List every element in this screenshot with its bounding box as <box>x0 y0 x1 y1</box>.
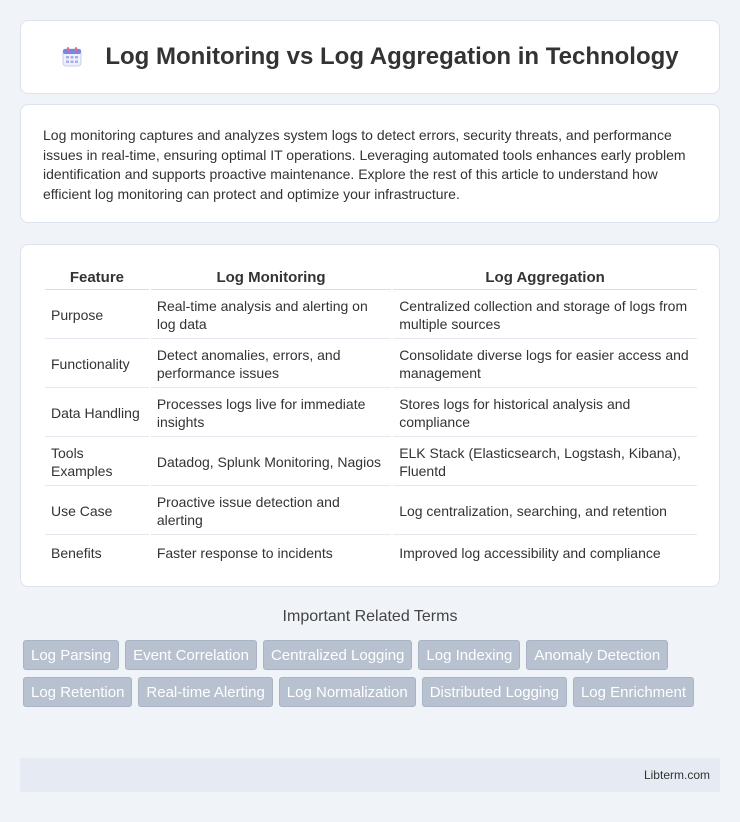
related-terms-tags <box>23 640 723 707</box>
table-header-row <box>45 267 697 290</box>
column-header: Log Monitoring <box>151 267 391 290</box>
related-term-tag[interactable]: Anomaly Detection <box>526 640 668 670</box>
related-term-tag[interactable]: Log Normalization <box>279 677 416 707</box>
table-row <box>45 390 697 437</box>
table-cell: Real-time analysis and alerting on log data <box>151 292 391 339</box>
table-cell: Detect anomalies, errors, and performance issues <box>151 341 391 388</box>
calendar-icon <box>61 46 83 68</box>
table-cell: Datadog, Splunk Monitoring, Nagios <box>151 439 391 486</box>
comparison-table-card <box>20 244 720 587</box>
table-cell: Use Case <box>45 488 149 535</box>
table-cell: Proactive issue detection and alerting <box>151 488 391 535</box>
table-cell: Benefits <box>51 544 102 561</box>
related-term-tag[interactable]: Log Enrichment <box>573 677 694 707</box>
table-cell: Processes logs live for immediate insights <box>151 390 391 437</box>
related-term-tag[interactable]: Distributed Logging <box>422 677 567 707</box>
table-cell: Stores logs for historical analysis and compliance <box>393 390 697 437</box>
table-cell: Log centralization, searching, and retention <box>393 488 697 535</box>
intro-card <box>20 104 720 223</box>
related-terms-title: Important Related Terms <box>282 608 458 625</box>
table-cell: Improved log accessibility and compliance <box>399 544 661 561</box>
table-cell: Purpose <box>45 292 149 339</box>
column-header: Log Aggregation <box>393 267 697 290</box>
table-cell: Centralized collection and storage of logs from multiple sources <box>393 292 697 339</box>
related-term-tag[interactable]: Event Correlation <box>125 640 257 670</box>
table-row <box>45 488 697 535</box>
page-title: Log Monitoring vs Log Aggregation in Technology <box>105 43 679 70</box>
footer-site-link[interactable]: Libterm.com <box>643 768 710 782</box>
table-row <box>45 292 697 339</box>
related-term-tag[interactable]: Log Indexing <box>418 640 520 670</box>
table-row <box>45 439 697 486</box>
table-cell: ELK Stack (Elasticsearch, Logstash, Kibana), Fluentd <box>393 439 697 486</box>
related-term-tag[interactable]: Log Parsing <box>23 640 119 670</box>
table-cell: Consolidate diverse logs for easier access and management <box>393 341 697 388</box>
related-term-tag[interactable]: Real-time Alerting <box>138 677 272 707</box>
table-row <box>45 341 697 388</box>
header-card <box>20 20 720 94</box>
column-header: Feature <box>45 267 149 290</box>
table-cell: Faster response to incidents <box>156 544 333 561</box>
intro-text: Log monitoring captures and analyzes system logs to detect errors, security threats, and performance issues in real-time, ensuring optimal IT operations. Leveraging automated tools enhances early problem identification and supports proactive maintenance. Explore the rest of this article to understand how efficient log monitoring can protect and optimize your infrastructure. <box>43 127 686 202</box>
table-cell: Functionality <box>45 341 149 388</box>
footer <box>20 758 720 792</box>
table-cell: Tools Examples <box>45 439 149 486</box>
related-term-tag[interactable]: Centralized Logging <box>263 640 412 670</box>
related-term-tag[interactable]: Log Retention <box>23 677 132 707</box>
comparison-table <box>43 265 699 570</box>
table-row <box>45 537 697 568</box>
table-cell: Data Handling <box>45 390 149 437</box>
